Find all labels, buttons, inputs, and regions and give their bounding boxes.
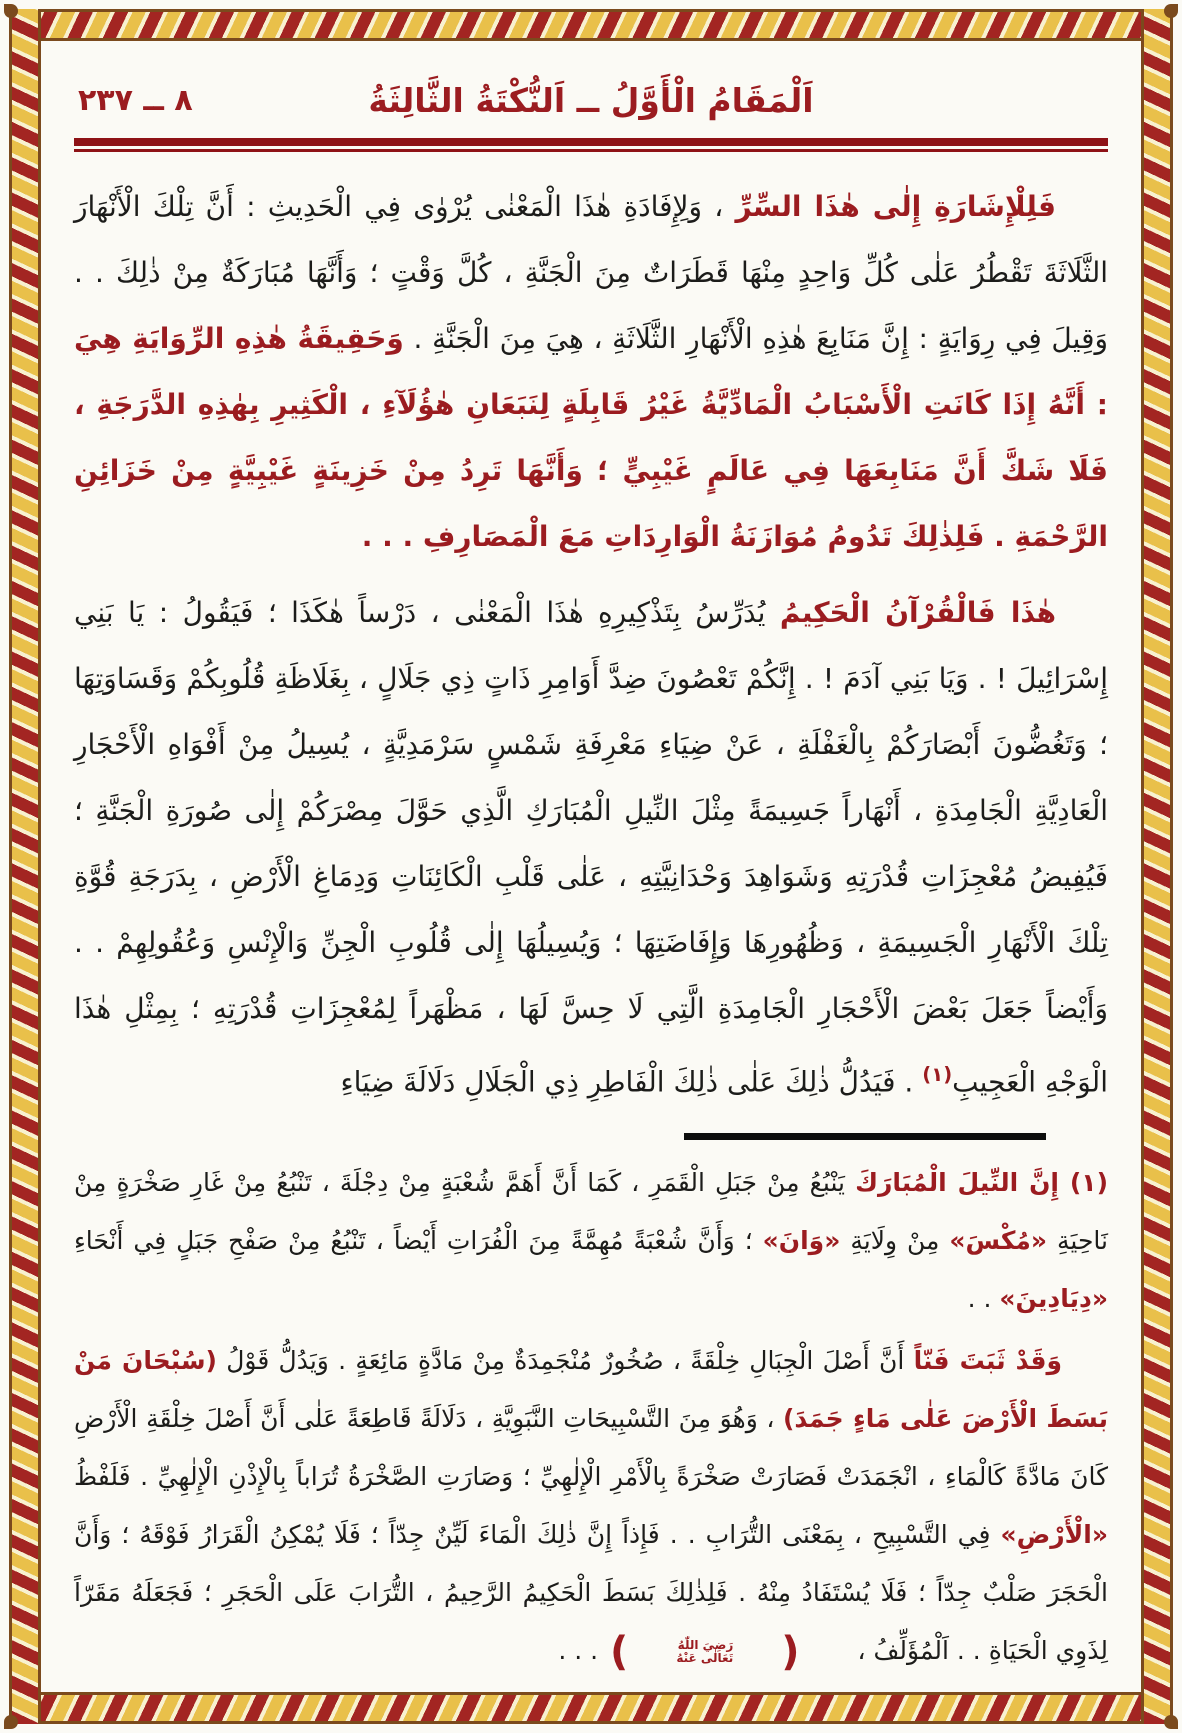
decorative-border-right xyxy=(1141,9,1173,1724)
page-content xyxy=(44,44,1138,1689)
author-seal-stamp: ( رَضِيَ اللّٰهُ تَعَالٰى عَنْهُ ) xyxy=(610,1629,800,1676)
footnote-paragraph-2 xyxy=(74,1332,1108,1680)
body-paragraph-1 xyxy=(74,174,1108,570)
text-segment: وَحَقِيقَةُ هٰذِهِ الرِّوَايَةِ هِيَ : أَنَّهُ إِذَا كَانَتِ الْأَسْبَابُ الْمَادِّيَّةُ غَيْرُ قَابِلَةٍ لِنَبَعَانِ هٰؤُلَآءِ ، الْكَثِيرِ بِهٰذِهِ الدَّرَجَةِ ، فَلَا شَكَّ أَنَّ مَنَابِعَهَا فِي عَالَمٍ غَيْبِيٍّ ؛ وَأَنَّهَا تَرِدُ مِنْ خَزِينَةٍ غَيْبِيَّةٍ مِنْ خَزَائِنِ الرَّحْمَةِ . فَلِذٰلِكَ تَدُومُ مُوَازَنَةُ الْوَارِدَاتِ مَعَ الْمَصَارِفِ . . . xyxy=(74,322,1108,553)
text-segment: «مُكْسَ» xyxy=(949,1226,1048,1256)
text-segment: . فَيَدُلُّ ذٰلِكَ عَلٰى ذٰلِكَ الْفَاطِرِ ذِي الْجَلَالِ دَلَالَةَ ضِيَاءِ xyxy=(340,1065,923,1099)
decorative-border-top xyxy=(9,9,1173,41)
text-segment: «وَانَ» xyxy=(762,1226,841,1256)
text-segment: . . . xyxy=(558,1636,607,1666)
text-segment: (سُبْحَانَ مَنْ بَسَطَ الْأَرْضَ عَلٰى مَاءٍ جَمَدَ) xyxy=(74,1346,1108,1434)
text-segment: يُدَرِّسُ بِتَذْكِيرِهِ هٰذَا الْمَعْنٰى ، دَرْساً هٰكَذَا ؛ فَيَقُولُ : يَا بَنِي إِسْرَائِيلَ ! . وَيَا بَنِي آدَمَ ! . إِنَّكُمْ تَعْصُونَ ضِدَّ أَوَامِرِ ذَاتٍ ذِي جَلَالٍ ، بِغَلَاظَةِ قُلُوبِكُمْ وَقَسَاوَتِهَا ؛ وَتَغُضُّونَ أَبْصَارَكُمْ بِالْغَفْلَةِ ، عَنْ ضِيَاءِ مَعْرِفَةِ شَمْسٍ سَرْمَدِيَّةٍ ، يُسِيلُ مِنْ أَفْوَاهِ الْأَحْجَارِ الْعَادِيَّةِ الْجَامِدَةِ ، أَنْهَاراً جَسِيمَةً مِثْلَ النِّيلِ الْمُبَارَكِ الَّذِي حَوَّلَ مِصْرَكُمْ إِلٰى صُورَةِ الْجَنَّةِ ؛ فَيُفِيضُ مُعْجِزَاتِ قُدْرَتِهِ وَشَوَاهِدَ وَحْدَانِيَّتِهِ ، عَلٰى قَلْبِ الْكَائِنَاتِ وَدِمَاغِ الْأَرْضِ ، بِدَرَجَةِ قُوَّةِ تِلْكَ الْأَنْهَارِ الْجَسِيمَةِ ، وَظُهُورِهَا وَإِفَاضَتِهَا ؛ وَيُسِيلُهَا إِلٰى قُلُوبِ الْجِنِّ وَالْإِنْسِ وَعُقُولِهِمْ . . وَأَيْضاً جَعَلَ بَعْضَ الْأَحْجَارِ الْجَامِدَةِ الَّتِي لَا حِسَّ لَهَا ، مَظْهَراً لِمُعْجِزَاتِ قُدْرَتِهِ ؛ بِمِثْلِ هٰذَا الْوَجْهِ الْعَجِيبِ xyxy=(74,596,1108,1099)
text-segment: «دِيَادِينَ» xyxy=(999,1284,1108,1314)
text-segment: ؛ وَأَنَّ شُعْبَةً مُهِمَّةً مِنَ الْفُرَاتِ أَيْضاً ، تَنْبُعُ مِنْ صَفْحِ جَبَلٍ فِي أَنْحَاءِ xyxy=(74,1226,763,1256)
footnote-paragraph-1 xyxy=(74,1154,1108,1328)
page-header xyxy=(74,70,1108,132)
header-rule xyxy=(74,138,1108,152)
body-paragraph-2 xyxy=(74,580,1108,1115)
text-segment: فِي التَّسْبِيحِ ، بِمَعْنَى التُّرَابِ . . فَإِذاً إِنَّ ذٰلِكَ الْمَاءَ لَيِّنٌ جِدّاً ؛ فَلَا يُمْكِنُ الْقَرَارُ فَوْقَهُ ؛ وَأَنَّ الْحَجَرَ صَلْبٌ جِدّاً ؛ فَلَا يُسْتَفَادُ مِنْهُ . فَلِذٰلِكَ بَسَطَ الْحَكِيمُ الرَّحِيمُ ، التُّرَابَ عَلَى الْحَجَرِ ؛ فَجَعَلَهُ مَقَرّاً لِذَوِي الْحَيَاةِ . . اَلْمُؤَلِّفُ ، xyxy=(74,1520,1108,1666)
text-segment: يَنْبُعُ مِنْ جَبَلِ الْقَمَرِ ، كَمَا أَنَّ أَهَمَّ شُعْبَةٍ مِنْ دِجْلَةَ ، تَنْبُعُ مِنْ غَارِ صَخْرَةٍ مِنْ نَاحِيَةِ xyxy=(74,1168,1108,1256)
text-segment: هٰذَا فَالْقُرْآنُ الْحَكِيمُ xyxy=(779,596,1057,629)
footnote-section xyxy=(74,1154,1108,1680)
border-corner-ornament xyxy=(4,4,18,18)
decorative-border-bottom xyxy=(9,1692,1173,1724)
border-corner-ornament xyxy=(1164,4,1178,18)
text-segment: ، وَلِإِفَادَةِ هٰذَا الْمَعْنٰى يُرْوٰى فِي الْحَدِيثِ : أَنَّ تِلْكَ الْأَنْهَارَ الثَّلَاثَةَ تَقْطُرُ عَلٰى كُلِّ وَاحِدٍ مِنْهَا قَطَرَاتٌ مِنَ الْجَنَّةِ ، كُلَّ وَقْتٍ ؛ وَأَنَّهَا مُبَارَكَةٌ مِنْ ذٰلِكَ . . وَقِيلَ فِي رِوَايَةٍ : إِنَّ مَنَابِعَ هٰذِهِ الْأَنْهَارِ الثَّلَاثَةِ ، هِيَ مِنَ الْجَنَّةِ . xyxy=(74,190,1108,355)
decorative-border-left xyxy=(9,9,41,1724)
text-segment: ، وَهُوَ مِنَ التَّسْبِيحَاتِ النَّبَوِيَّةِ ، دَلَالَةً قَاطِعَةً عَلٰى أَنَّ أَصْلَ خِلْقَةِ الْأَرْضِ كَانَ مَادَّةً كَالْمَاءِ ، انْجَمَدَتْ فَصَارَتْ صَخْرَةً بِالْأَمْرِ الْإِلٰهِيِّ ؛ وَصَارَتِ الصَّخْرَةُ تُرَاباً بِالْإِذْنِ الْإِلٰهِيِّ . فَلَفْظُ xyxy=(74,1404,1108,1492)
page-title: اَلْمَقَامُ الْأَوَّلُ ــ اَلنُّكْتَةُ الثَّالِثَةُ xyxy=(368,81,814,120)
text-segment: فَلِلْإِشَارَةِ إِلٰى هٰذَا السِّرِّ xyxy=(735,190,1056,223)
footnote-separator-rule xyxy=(684,1133,1046,1140)
border-corner-ornament xyxy=(1164,1715,1178,1729)
text-segment: (١) إِنَّ النِّيلَ الْمُبَارَكَ xyxy=(855,1168,1108,1198)
page-number: ٨ ــ ٢٣٧ xyxy=(78,83,193,118)
header-rule-thick-line xyxy=(74,138,1108,146)
border-corner-ornament xyxy=(4,1715,18,1729)
header-rule-thin-line xyxy=(74,149,1108,152)
text-segment: أَنَّ أَصْلَ الْجِبَالِ خِلْقَةً ، صُخُورٌ مُنْجَمِدَةٌ مِنْ مَادَّةٍ مَائِعَةٍ . وَيَدُلُّ قَوْلُ xyxy=(216,1346,914,1376)
footnote-reference-marker: (١) xyxy=(922,1063,953,1086)
body-text xyxy=(74,174,1108,1115)
text-segment: . . xyxy=(967,1284,1000,1314)
text-segment: «الْأَرْضِ» xyxy=(1000,1520,1108,1550)
text-segment: مِنْ وِلَايَةِ xyxy=(840,1226,950,1256)
text-segment: وَقَدْ ثَبَتَ فَنّاً xyxy=(913,1346,1063,1376)
